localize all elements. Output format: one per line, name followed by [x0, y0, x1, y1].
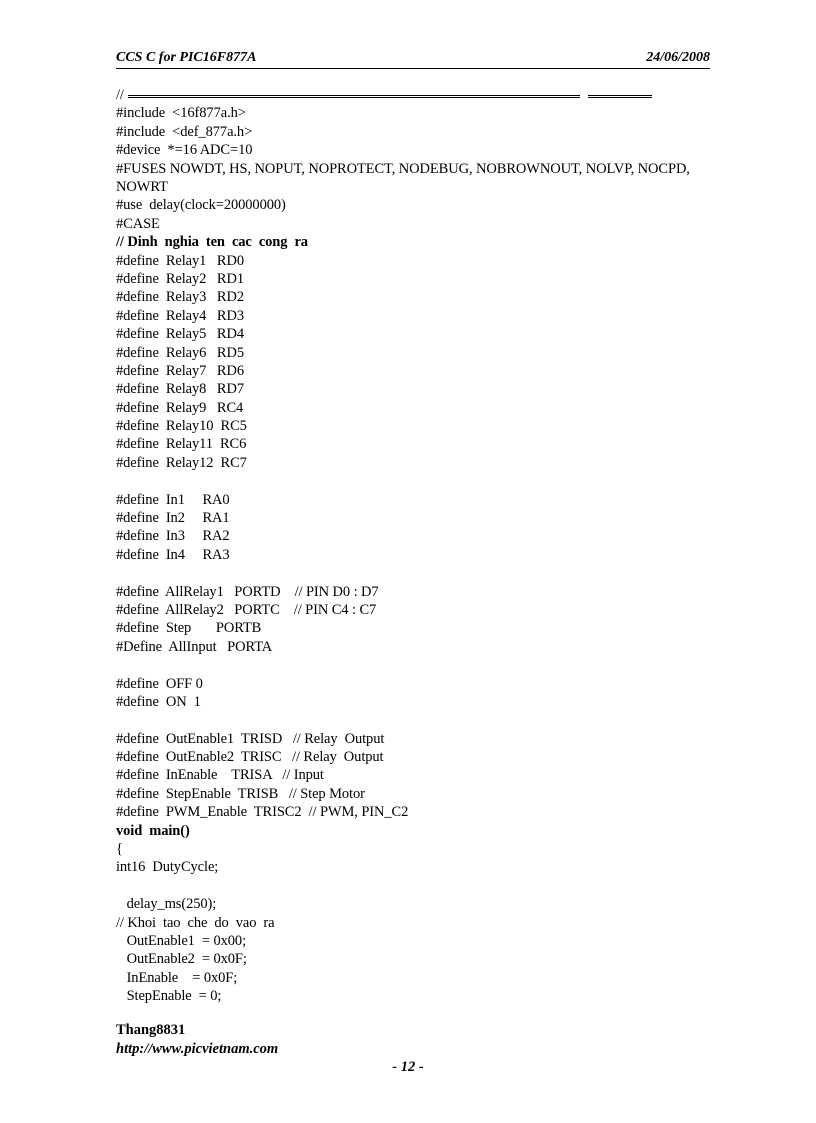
code-text: #device *=16 ADC=10 [116, 142, 253, 159]
code-line [116, 215, 726, 233]
code-line [116, 527, 726, 545]
code-text: #define ON 1 [116, 693, 201, 710]
page-header [116, 50, 710, 69]
code-line [116, 160, 726, 197]
footer [116, 1021, 278, 1059]
code-line [116, 583, 726, 601]
code-listing [116, 86, 726, 1006]
code-line [116, 141, 726, 159]
code-line [116, 104, 726, 122]
code-text: int16 DutyCycle; [116, 859, 219, 876]
code-text: #define Relay4 RD3 [116, 307, 244, 324]
code-line [116, 252, 726, 270]
code-text: #define In1 RA0 [116, 491, 230, 508]
code-line [116, 987, 726, 1005]
code-text: #define InEnable TRISA // Input [116, 767, 324, 784]
code-line [116, 270, 726, 288]
code-line [116, 822, 726, 840]
code-line [116, 233, 726, 251]
code-line [116, 601, 726, 619]
blank-line [116, 656, 726, 674]
code-text: #define In3 RA2 [116, 528, 230, 545]
footer-author: Thang8831 [116, 1022, 186, 1038]
code-line [116, 435, 726, 453]
code-line [116, 693, 726, 711]
code-line [116, 362, 726, 380]
code-text: #define AllRelay2 PORTC // PIN C4 : C7 [116, 601, 377, 618]
blank-line [116, 711, 726, 729]
code-line [116, 123, 726, 141]
code-line [116, 380, 726, 398]
code-text: #define StepEnable TRISB // Step Motor [116, 785, 365, 802]
code-text: #include <16f877a.h> [116, 105, 246, 122]
code-text: #define OutEnable1 TRISD // Relay Output [116, 730, 385, 747]
code-line [116, 509, 726, 527]
page-number: - 12 - [392, 1059, 424, 1075]
code-line [116, 546, 726, 564]
code-text: #define Relay1 RD0 [116, 252, 244, 269]
code-line [116, 840, 726, 858]
code-text: #define Relay8 RD7 [116, 381, 244, 398]
code-line [116, 950, 726, 968]
code-line [116, 803, 726, 821]
code-line [116, 86, 726, 104]
code-line [116, 417, 726, 435]
code-text: // Dinh nghia ten cac cong ra [116, 234, 308, 251]
code-line [116, 969, 726, 987]
header-title: CCS C for PIC16F877A [116, 50, 257, 65]
code-line [116, 196, 726, 214]
code-text: OutEnable1 = 0x00; [116, 933, 247, 949]
code-text: { [116, 841, 123, 858]
code-text: #FUSES NOWDT, HS, NOPUT, NOPROTECT, NODEBUG, NOBROWNOUT, NOLVP, NOCPD, NOWRT [116, 160, 694, 195]
code-text: void main() [116, 822, 190, 839]
code-line [116, 895, 726, 913]
code-text: #define Relay5 RD4 [116, 326, 244, 343]
code-text: InEnable = 0x0F; [116, 969, 238, 986]
blank-line [116, 877, 726, 895]
code-text: #define Relay6 RD5 [116, 344, 244, 361]
code-line [116, 619, 726, 637]
code-text: #CASE [116, 215, 160, 232]
code-text: #define In4 RA3 [116, 546, 230, 563]
blank-line [116, 564, 726, 582]
code-line [116, 730, 726, 748]
code-line [116, 858, 726, 876]
code-text: // [116, 87, 124, 103]
code-line [116, 491, 726, 509]
code-text: #define Relay10 RC5 [116, 418, 247, 435]
code-line [116, 307, 726, 325]
code-text: #define Relay2 RD1 [116, 270, 244, 287]
code-text: #define AllRelay1 PORTD // PIN D0 : D7 [116, 583, 379, 600]
code-line [116, 675, 726, 693]
code-text: #define Relay3 RD2 [116, 289, 244, 306]
code-text: #define PWM_Enable TRISC2 // PWM, PIN_C2 [116, 804, 409, 821]
code-text: #use delay(clock=20000000) [116, 197, 286, 214]
code-text: #define In2 RA1 [116, 510, 230, 527]
code-line [116, 454, 726, 472]
code-text: #Define AllInput PORTA [116, 638, 273, 655]
code-line [116, 932, 726, 950]
code-line [116, 344, 726, 362]
code-text: OutEnable2 = 0x0F; [116, 951, 247, 968]
code-line [116, 748, 726, 766]
footer-url: http://www.picvietnam.com [116, 1041, 279, 1057]
code-text: #define OFF 0 [116, 675, 203, 692]
code-line [116, 325, 726, 343]
code-text: // Khoi tao che do vao ra [116, 914, 275, 931]
code-line [116, 288, 726, 306]
blank-line [116, 472, 726, 490]
code-text: #define Relay7 RD6 [116, 362, 244, 379]
code-line [116, 638, 726, 656]
code-text: #include <def_877a.h> [116, 123, 253, 140]
code-text: #define OutEnable2 TRISC // Relay Output [116, 749, 384, 766]
code-text: StepEnable = 0; [116, 988, 222, 1005]
separator-rule [588, 95, 652, 98]
code-text: #define Relay11 RC6 [116, 436, 247, 453]
separator-rule [128, 95, 580, 98]
code-line [116, 399, 726, 417]
code-text: #define Relay9 RC4 [116, 399, 244, 416]
code-text: #define Step PORTB [116, 620, 262, 637]
code-line [116, 914, 726, 932]
code-text: delay_ms(250); [116, 896, 217, 913]
header-date: 24/06/2008 [646, 50, 710, 65]
code-line [116, 785, 726, 803]
code-text: #define Relay12 RC7 [116, 454, 247, 471]
code-line [116, 766, 726, 784]
